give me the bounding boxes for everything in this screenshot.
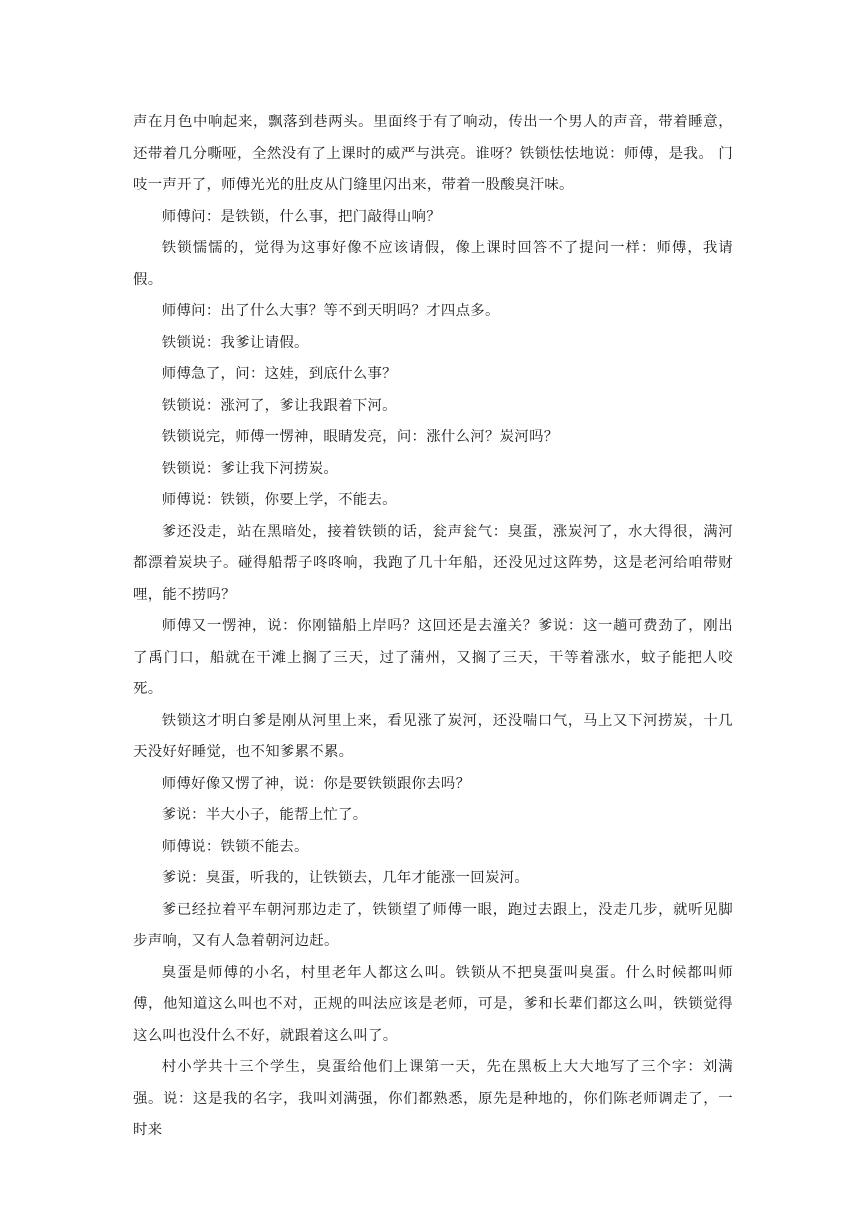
paragraph-8: 铁锁说完，师傅一愣神，眼睛发亮，问：涨什么河？炭河吗？ (161, 429, 559, 445)
paragraph-15: 爹说：半大小子，能帮上忙了。 (161, 807, 368, 823)
paragraph-13: 铁锁这才明白爹是刚从河里上来，看见涨了炭河，还没喘口气，马上又下河捞炭，十几天没好好睡觉，也不知爹累不累。 (133, 712, 733, 760)
paragraph-11: 爹还没走，站在黑暗处，接着铁锁的话，瓮声瓮气：臭蛋，涨炭河了，水大得很，满河都漂着炭块子。碰得船帮子咚咚响，我跑了几十年船，还没见过这阵势，这是老河给咱带财哩，能不捞吗？ (133, 523, 733, 603)
paragraph-10: 师傅说：铁锁，你要上学，不能去。 (161, 492, 397, 508)
document-body (133, 107, 733, 1147)
paragraph-16: 师傅说：铁锁不能去。 (161, 838, 309, 855)
paragraph-9: 铁锁说：爹让我下河捞炭。 (161, 460, 339, 477)
paragraph-3: 铁锁懦懦的，觉得为这事好像不应该请假，像上课时回答不了提问一样：师傅，我请假。 (133, 240, 733, 288)
paragraph-2: 师傅问：是铁锁，什么事，把门敲得山响？ (161, 208, 441, 225)
paragraph-12: 师傅又一愣神，说：你刚锚船上岸吗？这回还是去潼关？爹说：这一趟可费劲了，刚出了禹门口，船就在干滩上搁了三天，过了蒲州，又搁了三天，干等着涨水，蚊子能把人咬死。 (133, 618, 733, 697)
paragraph-7: 铁锁说：涨河了，爹让我跟着下河。 (161, 397, 397, 414)
paragraph-14: 师傅好像又愣了神，说：你是要铁锁跟你去吗？ (161, 775, 471, 792)
paragraph-6: 师傅急了，问：这娃，到底什么事？ (161, 366, 397, 382)
paragraph-19: 臭蛋是师傅的小名，村里老年人都这么叫。铁锁从不把臭蛋叫臭蛋。什么时候都叫师傅，他知道这么叫也不对，正规的叫法应该是老师，可是，爹和长辈们都这么叫，铁锁觉得这么叫也没什么不好，就跟着这么叫了。 (133, 964, 733, 1044)
paragraph-1: 声在月色中响起来，飘落到巷两头。里面终于有了响动，传出一个男人的声音，带着睡意，还带着几分嘶哑，全然没有了上课时的威严与洪亮。谁呀？铁锁怯怯地说：师傅，是我。 门吱一声开了，师傅光光的肚皮从门缝里闪出来，带着一股酸臭汗味。 (133, 114, 733, 193)
paragraph-4: 师傅问：出了什么大事？等不到天明吗？才四点多。 (161, 303, 500, 319)
paragraph-20: 村小学共十三个学生，臭蛋给他们上课第一天，先在黑板上大大地写了三个字：刘满强。说：这是我的名字，我叫刘满强，你们都熟悉，原先是种地的，你们陈老师调走了，一时来 (133, 1059, 733, 1138)
paragraph-17: 爹说：臭蛋，听我的，让铁锁去，几年才能涨一回炭河。 (161, 870, 530, 886)
paragraph-5: 铁锁说：我爹让请假。 (161, 334, 309, 351)
paragraph-18: 爹已经拉着平车朝河那边走了，铁锁望了师傅一眼，跑过去跟上，没走几步，就听见脚步声响，又有人急着朝河边赶。 (133, 901, 733, 949)
